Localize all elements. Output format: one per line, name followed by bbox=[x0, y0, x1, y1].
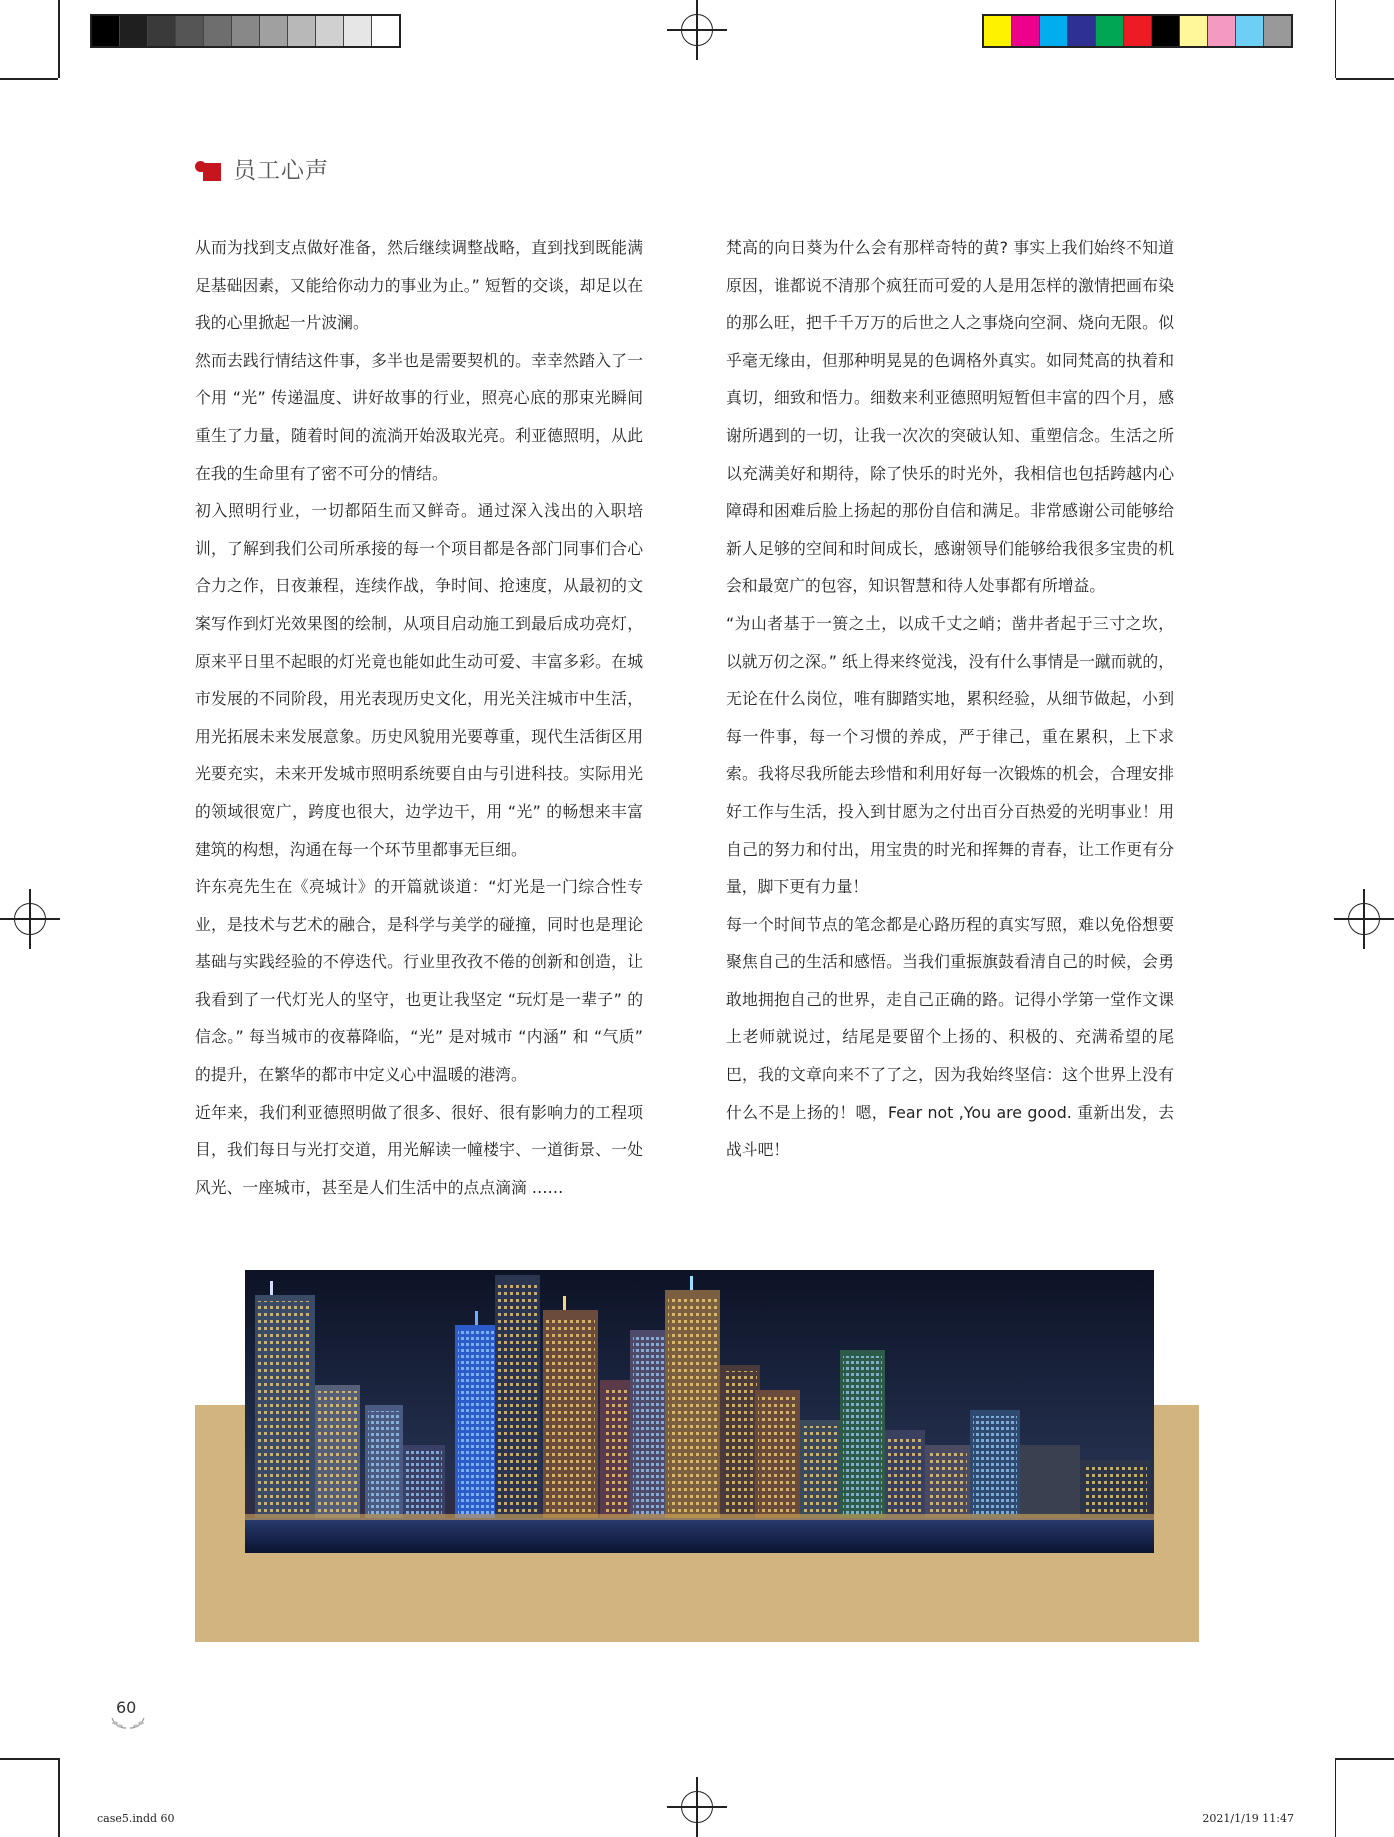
page-number: 60 bbox=[116, 1698, 137, 1717]
color-swatch bbox=[232, 16, 260, 46]
color-swatch bbox=[1236, 16, 1264, 46]
color-swatch bbox=[148, 16, 176, 46]
color-swatch bbox=[1040, 16, 1068, 46]
paragraph: 梵高的向日葵为什么会有那样奇特的黄? 事实上我们始终不知道原因，谁都说不清那个疯狂而可爱的人是用怎样的激情把画布染的那么旺，把千千万万的后世之人之事烧向空洞、烧向无限。似乎毫无缘由，但那种明晃晃的色调格外真实。如同梵高的执着和真切，细致和悟力。细数来利亚德照明短暂但丰富的四个月，感谢所遇到的一切，让我一次次的突破认知、重塑信念。生活之所以充满美好和期待，除了快乐的时光外，我相信也包括跨越内心障碍和困难后脸上扬起的那份自信和满足。非常感谢公司能够给新人足够的空间和时间成长，感谢领导们能够给我很多宝贵的机会和最宽广的包容，知识智慧和待人处事都有所增益。 bbox=[726, 238, 1174, 596]
cmyk-color-bar bbox=[982, 14, 1293, 48]
color-swatch bbox=[984, 16, 1012, 46]
slug-filename: case5.indd 60 bbox=[97, 1812, 175, 1825]
registration-mark-left bbox=[0, 889, 60, 949]
crop-mark bbox=[58, 1758, 60, 1837]
paragraph: 初入照明行业，一切都陌生而又鲜奇。通过深入浅出的入职培训，了解到我们公司所承接的每一个项目都是各部门同事们合心合力之作，日夜兼程，连续作战，争时间、抢速度，从最初的文案写作到灯光效果图的绘制，从项目启动施工到最后成功亮灯，原来平日里不起眼的灯光竟也能如此生动可爱、丰富多彩。在城市发展的不同阶段，用光表现历史文化，用光关注城市中生活，用光拓展未来发展意象。历史风貌用光要尊重，现代生活街区用光要充实，未来开发城市照明系统要自由与引进科技。实际用光的领域很宽广，跨度也很大，边学边干，用 “光” 的畅想来丰富建筑的构想，沟通在每一个环节里都事无巨细。 bbox=[195, 501, 643, 859]
color-swatch bbox=[344, 16, 372, 46]
paragraph: “为山者基于一篑之土，以成千丈之峭；凿井者起于三寸之坎，以就万仞之深。” 纸上得来终觉浅，没有什么事情是一蹴而就的，无论在什么岗位，唯有脚踏实地，累积经验，从细节做起，小到每一件事，每一个习惯的养成，严于律己，重在累积，上下求索。我将尽我所能去珍惜和利用好每一次锻炼的机会，合理安排好工作与生活，投入到甘愿为之付出百分百热爱的光明事业！用自己的努力和付出，用宝贵的时光和挥舞的青春，让工作更有分量，脚下更有力量！ bbox=[726, 613, 1174, 897]
color-swatch bbox=[288, 16, 316, 46]
crop-mark bbox=[1336, 78, 1394, 80]
paragraph: 近年来，我们利亚德照明做了很多、很好、很有影响力的工程项目，我们每日与光打交道，用光解读一幢楼宇、一道街景、一处风光、一座城市，甚至是人们生活中的点点滴滴 …… bbox=[195, 1102, 643, 1197]
paragraph: 然而去践行情结这件事，多半也是需要契机的。幸幸然踏入了一个用 “光” 传递温度、讲好故事的行业，照亮心底的那束光瞬间重生了力量，随着时间的流淌开始汲取光亮。利亚德照明，从此在我的生命里有了密不可分的情结。 bbox=[195, 350, 643, 483]
text-column-left bbox=[195, 229, 643, 1206]
paragraph: 许东亮先生在《亮城计》的开篇就谈道：“灯光是一门综合性专业，是技术与艺术的融合，是科学与美学的碰撞，同时也是理论基础与实践经验的不停迭代。行业里孜孜不倦的创新和创造，让我看到了一代灯光人的坚守，也更让我坚定 “玩灯是一辈子” 的信念。” 每当城市的夜幕降临，“光” 是对城市 “内涵” 和 “气质” 的提升，在繁华的都市中定义心中温暖的港湾。 bbox=[195, 877, 643, 1085]
registration-mark-bottom bbox=[667, 1777, 727, 1837]
gray-color-bar bbox=[90, 14, 401, 48]
city-skyline-photo bbox=[245, 1270, 1154, 1553]
color-swatch bbox=[1096, 16, 1124, 46]
color-swatch bbox=[316, 16, 344, 46]
laurel-icon bbox=[108, 1714, 148, 1732]
color-swatch bbox=[1208, 16, 1236, 46]
slug-timestamp: 2021/1/19 11:47 bbox=[1202, 1812, 1294, 1825]
registration-mark-top bbox=[667, 0, 727, 60]
crop-mark bbox=[0, 78, 58, 80]
crop-mark bbox=[1335, 0, 1337, 78]
color-swatch bbox=[92, 16, 120, 46]
color-swatch bbox=[372, 16, 399, 46]
section-title: 员工心声 bbox=[233, 158, 329, 184]
color-swatch bbox=[1012, 16, 1040, 46]
crop-mark bbox=[1335, 1758, 1337, 1837]
text-column-right bbox=[726, 229, 1174, 1169]
speech-bubble-icon bbox=[195, 157, 221, 181]
color-swatch bbox=[120, 16, 148, 46]
paragraph: 从而为找到支点做好准备，然后继续调整战略，直到找到既能满足基础因素，又能给你动力的事业为止。” 短暂的交谈，却足以在我的心里掀起一片波澜。 bbox=[195, 238, 643, 333]
color-swatch bbox=[1124, 16, 1152, 46]
crop-mark bbox=[58, 0, 60, 78]
crop-mark bbox=[1336, 1758, 1394, 1760]
color-swatch bbox=[1068, 16, 1096, 46]
paragraph: 每一个时间节点的笔念都是心路历程的真实写照，难以免俗想要聚焦自己的生活和感悟。当我们重振旗鼓看清自己的时候，会勇敢地拥抱自己的世界，走自己正确的路。记得小学第一堂作文课上老师就说过，结尾是要留个上扬的、积极的、充满希望的尾巴，我的文章向来不了了之，因为我始终坚信：这个世界上没有什么不是上扬的！嗯，Fear not ,You are good. 重新出发，去战斗吧！ bbox=[726, 914, 1174, 1160]
registration-mark-right bbox=[1334, 889, 1394, 949]
color-swatch bbox=[260, 16, 288, 46]
section-header bbox=[195, 152, 329, 185]
color-swatch bbox=[1180, 16, 1208, 46]
color-swatch bbox=[1264, 16, 1291, 46]
color-swatch bbox=[204, 16, 232, 46]
crop-mark bbox=[0, 1758, 58, 1760]
color-swatch bbox=[176, 16, 204, 46]
color-swatch bbox=[1152, 16, 1180, 46]
